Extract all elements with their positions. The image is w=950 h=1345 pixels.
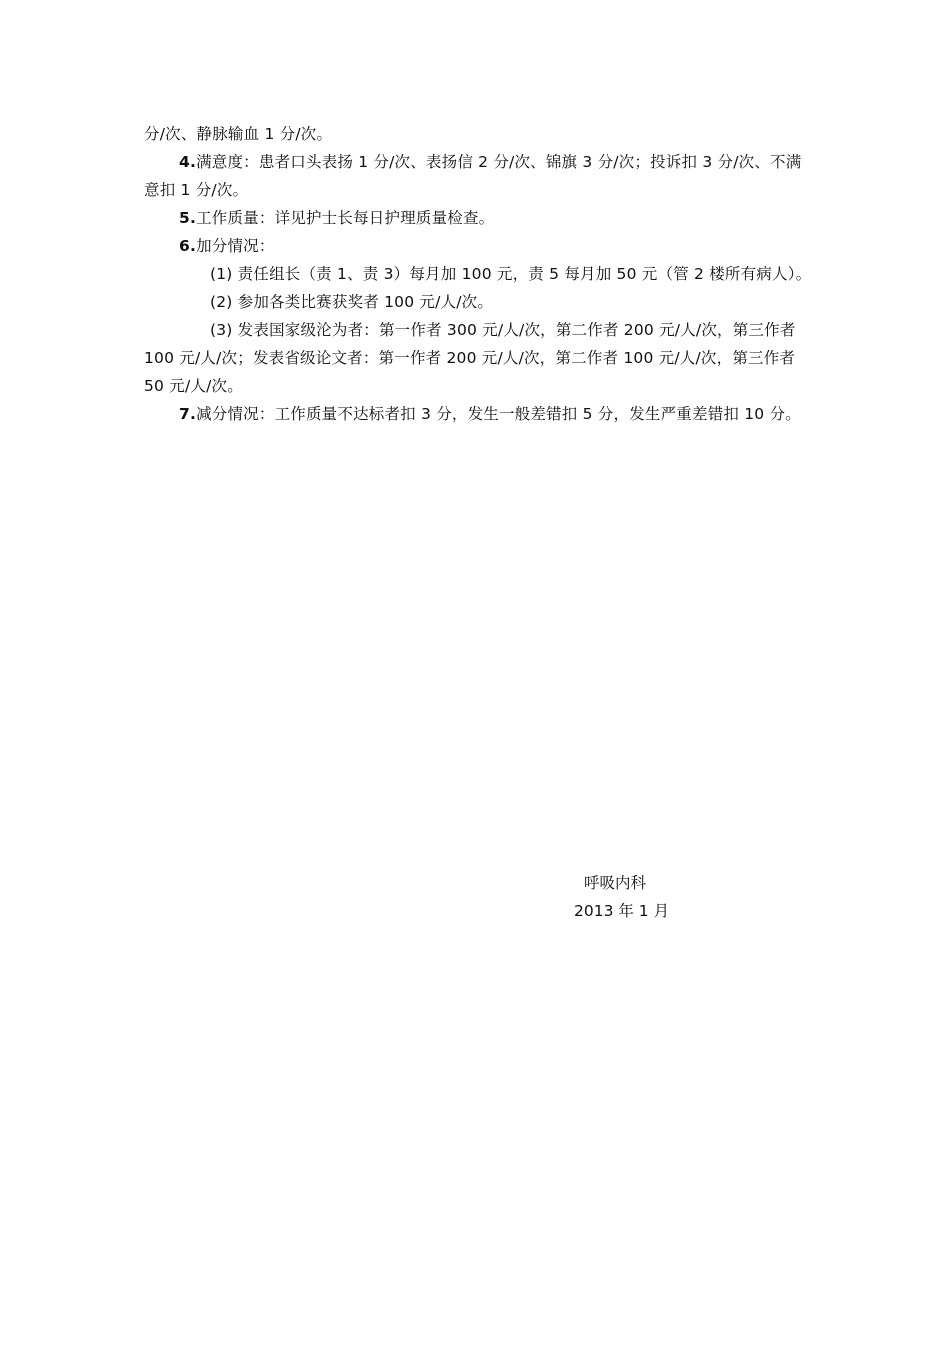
paragraph-bonus-item-3 bbox=[144, 316, 812, 400]
paragraph-text: 分/次、静脉输血 1 分/次。 bbox=[144, 125, 333, 143]
signature-department: 呼吸内科 bbox=[584, 874, 647, 892]
paragraph-text: 工作质量：详见护士长每日护理质量检查。 bbox=[196, 209, 495, 227]
paragraph-continuation bbox=[144, 120, 812, 148]
item-number: 5. bbox=[179, 209, 197, 227]
paragraph-bonus-item-1 bbox=[144, 260, 812, 288]
item-number: 6. bbox=[179, 237, 197, 255]
paragraph-text: (3) 发表国家级沦为者：第一作者 300 元/人/次，第二作者 200 元/人/次，第三作者 100 元/人/次；发表省级论文者：第一作者 200 元/人/次，第二作者 100 元/人/次，第三作者 50 元/人/次。 bbox=[144, 321, 796, 395]
paragraph-text: 加分情况： bbox=[196, 237, 275, 255]
item-number: 7. bbox=[179, 405, 197, 423]
paragraph-text: (2) 参加各类比赛获奖者 100 元/人/次。 bbox=[210, 293, 494, 311]
paragraph-satisfaction bbox=[144, 148, 812, 204]
paragraph-bonus-item-2 bbox=[144, 288, 812, 316]
signature-date: 2013 年 1 月 bbox=[574, 902, 670, 920]
paragraph-work-quality bbox=[144, 204, 812, 232]
paragraph-text: 满意度：患者口头表扬 1 分/次、表扬信 2 分/次、锦旗 3 分/次；投诉扣 3 分/次、不满意扣 1 分/次。 bbox=[144, 153, 802, 199]
paragraph-bonus bbox=[144, 232, 812, 260]
document-body bbox=[144, 120, 812, 428]
paragraph-text: 减分情况：工作质量不达标者扣 3 分，发生一般差错扣 5 分，发生严重差错扣 10 分。 bbox=[196, 405, 801, 423]
paragraph-text: (1) 责任组长（责 1、责 3）每月加 100 元，责 5 每月加 50 元（管 2 楼所有病人）。 bbox=[210, 265, 812, 283]
paragraph-deduction bbox=[144, 400, 812, 428]
signature-block bbox=[574, 869, 694, 925]
item-number: 4. bbox=[179, 153, 197, 171]
